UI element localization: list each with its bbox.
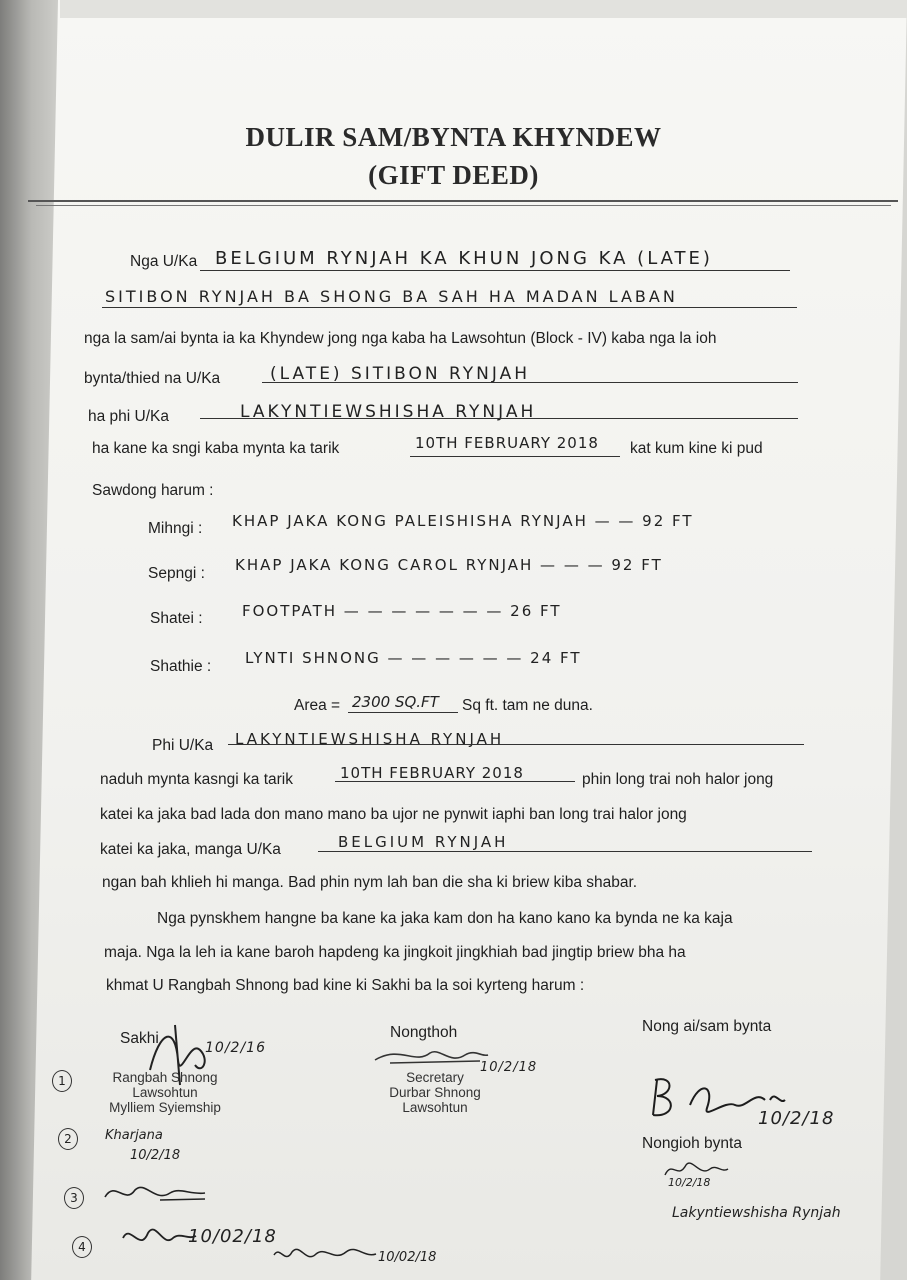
title-rule xyxy=(28,200,898,202)
phi-label: Phi U/Ka xyxy=(152,737,214,754)
witness-3-signature xyxy=(100,1175,210,1210)
stamp-rangbah-line-1: Rangbah Shnong xyxy=(112,1070,218,1085)
sakhi-heading: Sakhi xyxy=(120,1030,159,1047)
nongthoh-heading: Nongthoh xyxy=(390,1024,458,1041)
date-hand: 10TH FEBRUARY 2018 xyxy=(415,434,599,452)
witness-2-date: 10/2/18 xyxy=(130,1148,181,1163)
p8-text: khmat U Rangbah Shnong bad kine ki Sakhi ba la soi kyrteng harum : xyxy=(106,977,585,994)
p3-text: katei ka jaka bad lada don mano mano ba ujor ne pynwit iaphi ban long trai halor jong xyxy=(100,806,687,823)
boundary-west-hand: KHAP JAKA KONG CAROL RYNJAH — — — 92 FT xyxy=(235,556,663,574)
boundary-east-label: Mihngi : xyxy=(148,520,203,537)
witness-number-2: 2 xyxy=(58,1128,78,1150)
boundaries-intro: kat kum kine ki pud xyxy=(630,440,763,457)
p4-underline xyxy=(318,851,812,852)
boundary-north-hand: FOOTPATH — — — — — — — 26 FT xyxy=(242,602,562,620)
witness-number-1: 1 xyxy=(52,1070,72,1092)
stamp-secretary-line-2: Durbar Shnong xyxy=(389,1085,481,1100)
area-label: Area = xyxy=(294,697,341,714)
stamp-secretary-line-1: Secretary xyxy=(406,1070,464,1085)
stamp-rangbah-line-2: Lawsohtun xyxy=(132,1085,198,1100)
inherited-underline xyxy=(262,382,798,383)
stamp-rangbah-line-3: Mylliem Syiemship xyxy=(109,1100,221,1115)
date-underline xyxy=(410,456,620,457)
sakhi-date: 10/2/16 xyxy=(205,1040,266,1056)
p4-label: katei ka jaka, manga U/Ka xyxy=(100,841,281,858)
p2-tail: phin long trai noh halor jong xyxy=(582,771,774,788)
p6-text: Nga pynskhem hangne ba kane ka jaka kam don ha kano kano ka bynda ne ka kaja xyxy=(157,910,733,927)
recipient-label: ha phi U/Ka xyxy=(88,408,169,425)
area-value-hand: 2300 SQ.FT xyxy=(352,693,439,711)
recipient-underline xyxy=(200,418,798,419)
giver-name-hand: BELGIUM RYNJAH KA KHUN JONG KA (LATE) xyxy=(215,248,713,269)
boundary-west-label: Sepngi : xyxy=(148,565,205,582)
area-tail: Sq ft. tam ne duna. xyxy=(462,697,593,714)
witness-number-4: 4 xyxy=(72,1236,92,1258)
boundary-south-label: Shathie : xyxy=(150,658,212,675)
boundary-south-hand: LYNTI SHNONG — — — — — — 24 FT xyxy=(245,649,582,667)
phi-underline xyxy=(228,744,804,745)
recipient-name-hand: Lakyntiewshisha Rynjah xyxy=(672,1205,841,1221)
p7-text: maja. Nga la leh ia kane baroh hapdeng ka jingkoit jingkhiah bad jingtip briew bha ha xyxy=(104,944,686,961)
stamp-secretary-line-3: Lawsohtun xyxy=(402,1100,468,1115)
giver-label: Nga U/Ka xyxy=(130,253,198,270)
p4-hand: BELGIUM RYNJAH xyxy=(338,833,509,851)
witness-5-signature xyxy=(270,1240,380,1270)
land-location-text: nga la sam/ai bynta ia ka Khyndew jong nga kaba ha Lawsohtun (Block - IV) kaba nga la ioh xyxy=(84,330,717,347)
area-underline xyxy=(348,712,458,713)
giver-name-hand-2: SITIBON RYNJAH BA SHONG BA SAH HA MADAN LABAN xyxy=(105,287,678,306)
document-subtitle: (GIFT DEED) xyxy=(368,160,539,190)
title-rule-thin xyxy=(36,205,891,206)
secretary-date: 10/2/18 xyxy=(480,1060,538,1075)
inherited-from-label: bynta/thied na U/Ka xyxy=(84,370,221,387)
p5-text: ngan bah khlieh hi manga. Bad phin nym lah ban die sha ki briew kiba shabar. xyxy=(102,874,638,891)
boundary-east-hand: KHAP JAKA KONG PALEISHISHA RYNJAH — — 92 FT xyxy=(232,512,694,530)
p2-date-hand: 10TH FEBRUARY 2018 xyxy=(340,764,524,782)
boundary-north-label: Shatei : xyxy=(150,610,203,627)
witness-5-date: 10/02/18 xyxy=(378,1250,437,1265)
sawdong-label: Sawdong harum : xyxy=(92,482,214,499)
date-label: ha kane ka sngi kaba mynta ka tarik xyxy=(92,440,340,457)
giver-underline xyxy=(200,270,790,271)
nong-ai-heading: Nong ai/sam bynta xyxy=(642,1018,772,1035)
witness-4-date: 10/02/18 xyxy=(188,1226,277,1247)
secretary-signature xyxy=(370,1035,490,1075)
p2-underline xyxy=(335,781,575,782)
document-title: DULIR SAM/BYNTA KHYNDEW xyxy=(245,122,662,152)
inherited-from-hand: (LATE) SITIBON RYNJAH xyxy=(270,364,530,384)
recipient-hand: LAKYNTIEWSHISHA RYNJAH xyxy=(240,402,537,422)
stamp-secretary xyxy=(380,1070,490,1115)
nongioh-heading: Nongioh bynta xyxy=(642,1135,742,1152)
witness-2-name: Kharjana xyxy=(105,1128,163,1143)
witness-number-3: 3 xyxy=(64,1187,84,1209)
giver-underline-2 xyxy=(102,307,797,308)
recipient-date: 10/2/18 xyxy=(668,1176,711,1189)
giver-date: 10/2/18 xyxy=(758,1108,835,1129)
witness-4-signature xyxy=(118,1218,198,1258)
phi-hand: LAKYNTIEWSHISHA RYNJAH xyxy=(235,730,505,748)
p2-label: naduh mynta kasngi ka tarik xyxy=(100,771,293,788)
